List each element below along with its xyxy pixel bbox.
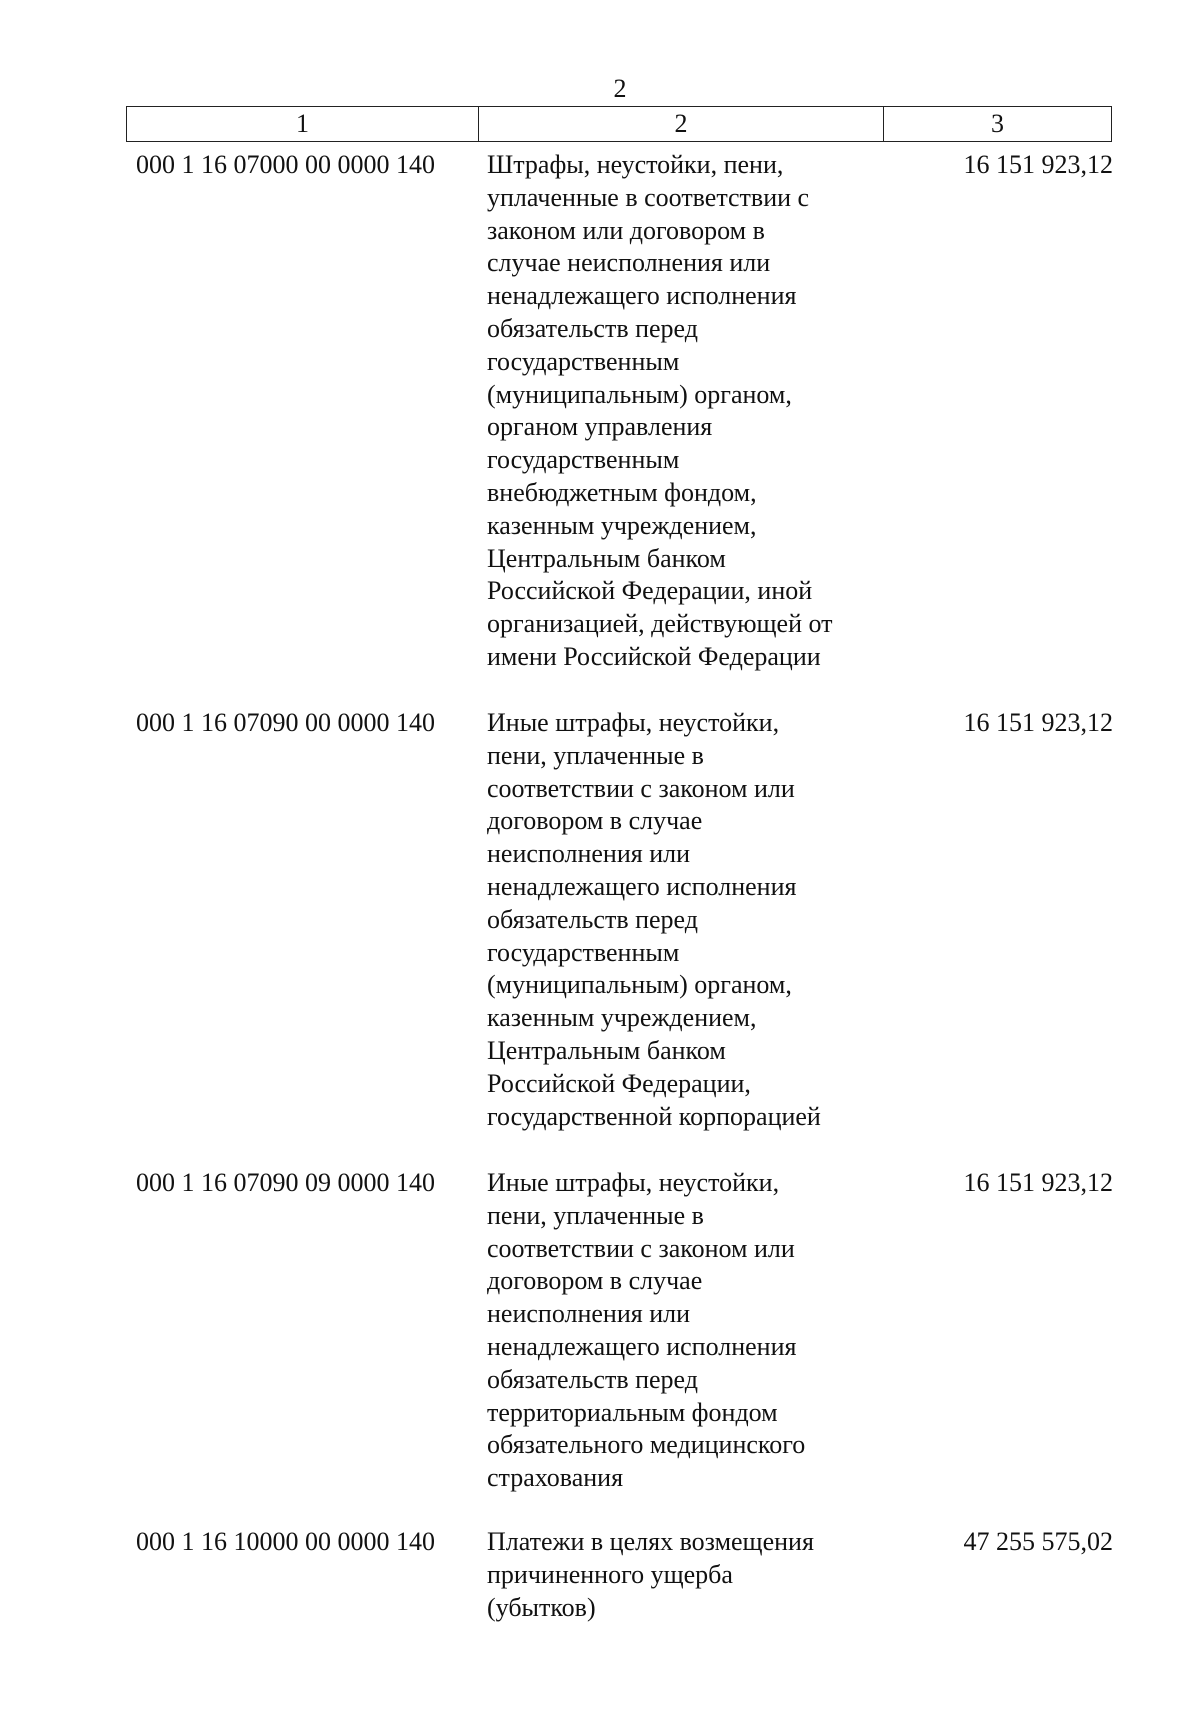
header-col-1: 1 [127,107,479,141]
row-description: Платежи в целях возмещения причиненного ущерба (убытков) [487,1527,814,1622]
row-amount: 47 255 575,02 [963,1527,1113,1556]
table-header [126,106,1112,142]
row-amount: 16 151 923,12 [963,708,1113,737]
row-amount: 16 151 923,12 [963,1168,1113,1197]
row-description: Иные штрафы, неустойки, пени, уплаченные в соответствии с законом или договором в случае неисполнения или ненадлежащего исполнения обязательств перед государственным (муниципальным) органом, казенным учреждением, Центральным банком Российской Федерации, государственной корпорацией [487,708,821,1131]
row-code: 000 1 16 07000 00 0000 140 [136,150,435,179]
header-col-3: 3 [991,109,1004,138]
row-code: 000 1 16 07090 00 0000 140 [136,708,435,737]
row-code: 000 1 16 10000 00 0000 140 [136,1527,435,1556]
row-code: 000 1 16 07090 09 0000 140 [136,1168,435,1197]
row-description: Иные штрафы, неустойки, пени, уплаченные в соответствии с законом или договором в случае неисполнения или ненадлежащего исполнения обязательств перед территориальным фондом обязательного медицинского страхования [487,1168,806,1493]
row-description: Штрафы, неустойки, пени, уплаченные в соответствии с законом или договором в случае неисполнения или ненадлежащего исполнения обязательств перед государственным (муниципальным) органом, органом управления государственным внебюджетным фондом, казенным учреждением, Центральным банком Российской Федерации, иной организацией, действующей от имени Российской Федерации [487,150,833,671]
row-amount: 16 151 923,12 [963,150,1113,179]
page-number: 2 [613,74,627,103]
header-col-2: 2 [479,107,884,141]
